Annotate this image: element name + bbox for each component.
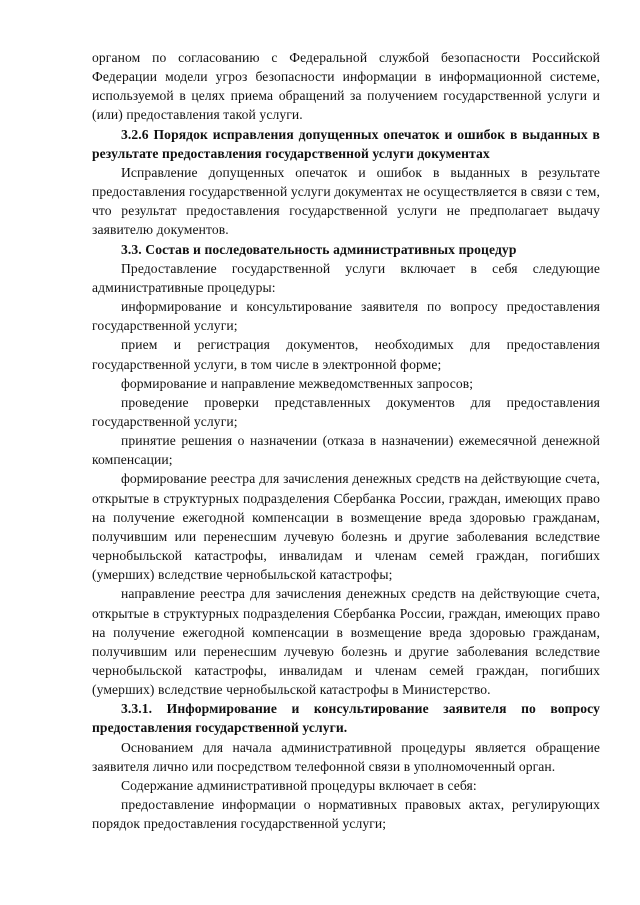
- list-item-interagency-requests: формирование и направление межведомственных запросов;: [121, 375, 474, 391]
- section-heading-3-2-6: 3.2.6 Порядок исправления допущенных опечаток и ошибок в выданных в результате предоставления государственной услуги документах: [92, 126, 600, 161]
- list-item-registry-formation: формирование реестра для зачисления денежных средств на действующие счета, открытые в структурных подразделения Сбербанка России, граждан, имеющих право на получение ежегодной компенсации в возмещение вреда здоровью гражданам, получившим или перенесшим лучевую болезнь и другие заболевания вследствие чернобыльской катастрофы, инвалидам и членам семей граждан, погибших (умерших) вследствие чернобыльской катастрофы;: [92, 471, 600, 583]
- list-item-document-check: проведение проверки представленных документов для предоставления государственной услуги;: [92, 394, 600, 429]
- list-item-registry-sending: направление реестра для зачисления денежных средств на действующие счета, открытые в структурных подразделения Сбербанка России, граждан, имеющих право на получение ежегодной компенсации в возмещение вреда здоровью гражданам, получившим или перенесшим лучевую болезнь и другие заболевания вследствие чернобыльской катастрофы, инвалидам и членам семей граждан, погибших (умерших) вследствие чернобыльской катастрофы в Министерство.: [92, 586, 600, 698]
- paragraph-corrections: Исправление допущенных опечаток и ошибок в выданных в результате предоставления государственной услуги документах не осуществляется в связи с тем, что результат предоставления государственной услуги не предполагает выдачу заявителю документов.: [92, 164, 600, 238]
- list-item-reception: прием и регистрация документов, необходимых для предоставления государственной услуги, в том числе в электронной форме;: [92, 337, 600, 372]
- paragraph-procedures-intro: Предоставление государственной услуги включает в себя следующие административные процедуры:: [92, 260, 600, 295]
- paragraph-grounds: Основанием для начала административной процедуры является обращение заявителя лично или посредством телефонной связи в уполномоченный орган.: [92, 739, 600, 774]
- list-item-providing-information: предоставление информации о нормативных правовых актах, регулирующих порядок предоставления государственной услуги;: [92, 797, 600, 832]
- paragraph-content-intro: Содержание административной процедуры включает в себя:: [121, 777, 477, 793]
- document-body: [92, 48, 600, 833]
- list-item-informing: информирование и консультирование заявителя по вопросу предоставления государственной услуги;: [92, 299, 600, 334]
- section-heading-3-3: 3.3. Состав и последовательность административных процедур: [121, 241, 517, 257]
- section-heading-3-3-1: 3.3.1. Информирование и консультирование заявителя по вопросу предоставления государственной услуги.: [92, 701, 600, 736]
- list-item-decision: принятие решения о назначении (отказа в назначении) ежемесячной денежной компенсации;: [92, 433, 600, 468]
- paragraph-continuation: органом по согласованию с Федеральной службой безопасности Российской Федерации модели угроз безопасности информации в информационной системе, используемой в целях приема обращений за получением государственной услуги и (или) предоставления такой услуги.: [92, 50, 600, 123]
